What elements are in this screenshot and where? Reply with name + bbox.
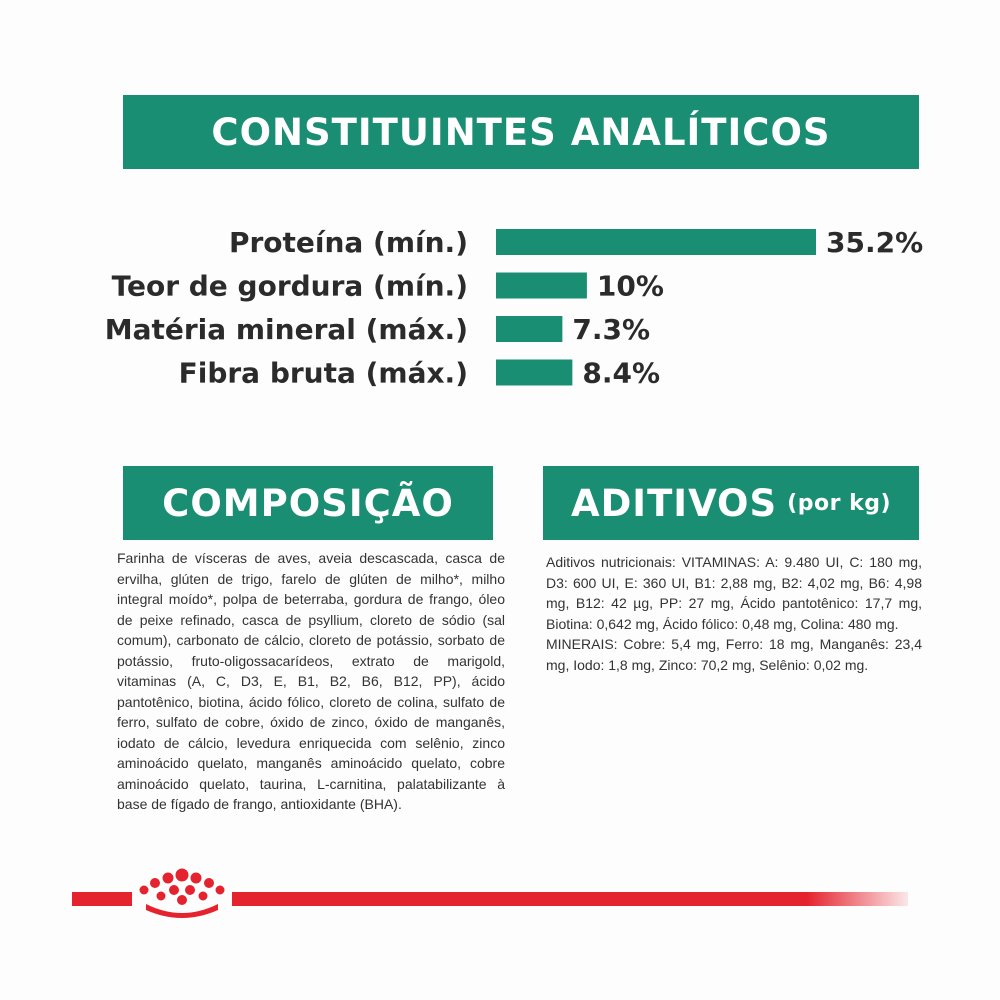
bar: [496, 229, 816, 255]
category-label: Matéria mineral (máx.): [104, 313, 468, 346]
additives-title: ADITIVOS: [570, 481, 778, 525]
composition-text: Farinha de vísceras de aves, aveia descascada, casca de ervilha, glúten de trigo, farelo de glúten de milho*, milho integral moído*, polpa de beterraba, gordura de frango, óleo de peixe refinado, casca de psyllium, cloreto de sódio (sal comum), carbonato de cálcio, cloreto de potássio, sorbato de potássio, fruto-oligossacarídeos, extrato de marigold, vitaminas (A, C, D3, E, B1, B2, B6, B12, PP), ácido pantotênico, biotina, ácido fólico, cloreto de colina, sulfato de ferro, sulfato de cobre, óxido de zinco, óxido de manganês, iodato de cálcio, levedura enriquecida com selênio, zinco aminoácido quelato, manganês aminoácido quelato, cobre aminoácido quelato, taurina, L-carnitina, palatabilizante à base de fígado de frango, antioxidante (BHA).: [117, 550, 505, 812]
value-label: 10%: [596, 269, 664, 303]
value-label: 8.4%: [582, 356, 661, 390]
category-label: Fibra bruta (máx.): [178, 356, 468, 390]
royal-crown-icon: [134, 866, 230, 920]
bar: [496, 360, 572, 386]
additives-minerals: MINERAIS: Cobre: 5,4 mg, Ferro: 18 mg, Manganês: 23,4 mg, Iodo: 1,8 mg, Zinco: 70,2 mg, Selênio: 0,02 mg.: [546, 636, 922, 673]
bar: [496, 316, 562, 342]
additives-header: [543, 466, 919, 540]
composition-title: COMPOSIÇÃO: [162, 481, 454, 525]
value-label: 7.3%: [572, 313, 651, 346]
composition-header: [123, 466, 493, 540]
additives-text: [546, 552, 922, 675]
brand-stripe-right: [232, 892, 908, 906]
analytical-constituents-title: CONSTITUINTES ANALÍTICOS: [211, 110, 831, 154]
additives-unit: (por kg): [787, 490, 892, 516]
brand-stripe-left: [72, 892, 132, 906]
value-label: 35.2%: [826, 226, 924, 259]
category-label: Proteína (mín.): [228, 226, 468, 259]
category-label: Teor de gordura (mín.): [111, 269, 468, 303]
additives-vitamins: Aditivos nutricionais: VITAMINAS: A: 9.480 UI, C: 180 mg, D3: 600 UI, E: 360 UI, B1: 2,88 mg, B2: 4,02 mg, B6: 4,98 mg, B12: 42 µg, PP: 27 mg, Ácido pantotênico: 17,7 mg, Biotina: 0,642 mg, Ácido fólico: 0,48 mg, Colina: 480 mg.: [546, 554, 922, 632]
bar: [496, 273, 587, 299]
